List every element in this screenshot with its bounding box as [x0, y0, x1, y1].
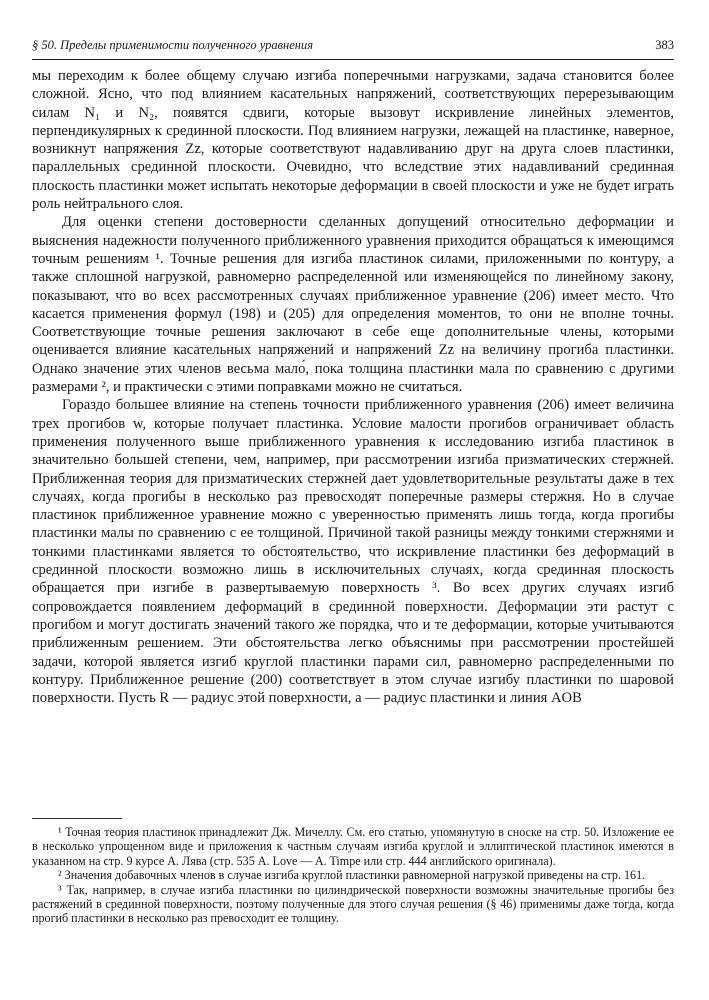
paragraph: Для оценки степени достоверности сделанных допущений относительно деформации и выяснения надежности полученного приближенного уравнения приходится обращаться к имеющимся точным решениям ¹. Точные решения для изгиба пластинок силами, приложенными по контуру, а также сплошной нагрузкой, равномерно распределенной или изменяющейся по линейному закону, показывают, что во всех рассмотренных случаях приближенное уравнение (206) имеет место. Что касается применения формул (198) и (205) для определения моментов, то они не вполне точны. Соответствующие точные решения заключают в себе еще дополнительные члены, которыми оценивается влияние касательных напряжений и напряжений Zz на величину прогиба пластинки. Однако значение этих членов весьма мало́, пока толщина пластинки мала по сравнению с другими размерами ², и практически с этими поправками можно не считаться.: [32, 214, 674, 396]
section-title: § 50. Пределы применимости полученного уравнения: [32, 38, 314, 52]
footnote-separator: [32, 818, 122, 819]
footnote-3: ³ Так, например, в случае изгиба пластинки по цилиндрической поверхности возможны значительные прогибы без растяжений в срединной поверхности, поэтому полученные для этого случая решения (§ 46) применимы даже тогда, когда прогиб пластинки в несколько раз превосходит ее толщину.: [32, 882, 674, 926]
footnote-2: ² Значения добавочных членов в случае изгиба круглой пластинки равномерной нагрузкой приведены на стр. 161.: [58, 868, 646, 883]
running-head: [32, 36, 674, 56]
footnote-1: ¹ Точная теория пластинок принадлежит Дж. Мичеллу. См. его статью, упомянутую в сноске на стр. 50. Изложение ее в несколько упрощенном виде и приложения к частным случаям изгиба круглой и эллиптической пластинок имеются в указанном на стр. 9 курсе А. Лява (стр. 535 A. Love — A. Timpe или стр. 444 английского оригинала).: [32, 825, 674, 868]
paragraph: Гораздо большее влияние на степень точности приближенного уравнения (206) имеет величина трех прогибов w, которые получает пластинка. Условие малости прогибов ограничивает область применения полученного выше приближенного уравнения к исследованию изгиба пластинок в значительно большей степени, чем, например, при рассмотрении изгиба призматических стержней. Приближенная теория для призматических стержней дает удовлетворительные результаты даже в тех случаях, когда прогибы в несколько раз превосходят поперечные размеры стержня. Но в случае пластинок приближенное уравнение можно с уверенностью применять лишь тогда, когда прогибы пластинки малы по сравнению с ее толщиной. Причиной такой разницы между тонкими стержнями и тонкими пластинками является то обстоятельство, что искривление пластинки без деформаций в срединной плоскости возможно лишь в исключительных случаях, когда срединная плоскость обращается при изгибе в развертываемую поверхность ³. Во всех других случаях изгиб сопровождается появлением деформаций в срединной поверхности. Деформации эти растут с прогибом и могут достигать значений такого же порядка, что и те деформации, которые учитываются приближенным решением. Эти обстоятельства легко объяснимы при рассмотрении простейшей задачи, которой является изгиб круглой пластинки парами сил, равномерно распределенными по контуру. Приближенное решение (200) соответствует в этом случае изгибу пластинки по шаровой поверхности. Пусть R — радиус этой поверхности, a — радиус пластинки и линия AOB: [32, 397, 674, 707]
page-number: 383: [655, 38, 674, 52]
main-text: [32, 67, 674, 707]
header-rule: [32, 59, 674, 60]
footnotes: [32, 818, 674, 926]
paragraph-continued: мы переходим к более общему случаю изгиба поперечными нагрузками, задача становится более сложной. Ясно, что под влиянием касательных напряжений, соответствующих перерезывающим силам N₁ и N₂, появятся сдвиги, которые вызовут искривление линейных элементов, перпендикулярных к срединной плоскости. Под влиянием нагрузки, лежащей на пластинке, наверное, возникнут напряжения Zz, которые соответствуют надавливанию друг на друга слоев пластинки, параллельных срединной плоскости. Очевидно, что вследствие этих надавливаний срединная плоскость пластинки может испытать некоторые деформации в своей плоскости и уже не будет играть роль нейтрального слоя.: [32, 68, 674, 213]
